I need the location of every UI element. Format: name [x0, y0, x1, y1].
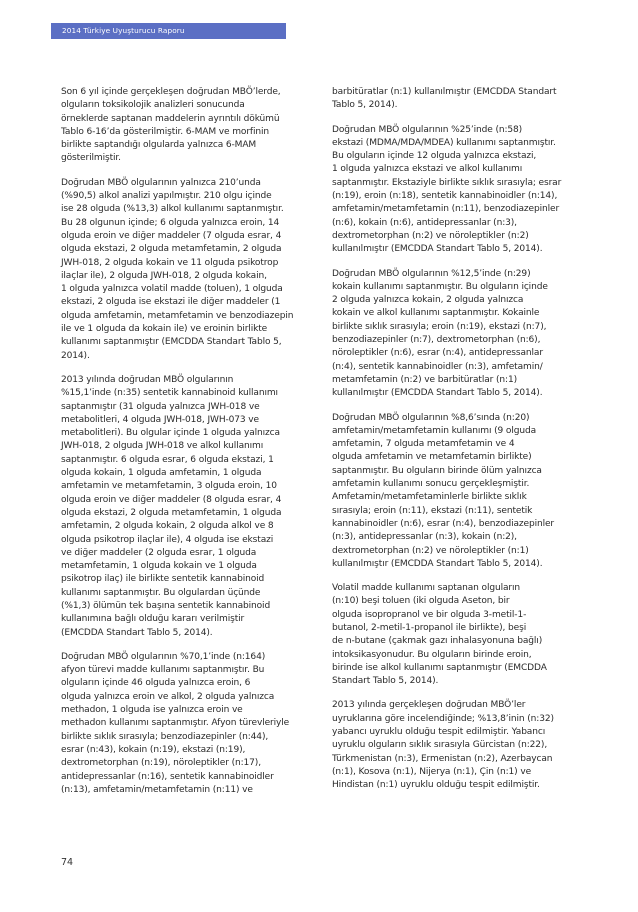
text-line: de n-butane (çakmak gazı inhalasyonuna bağlı): [332, 636, 543, 647]
text-line: sırasıyla; eroin (n:11), ekstazi (n:11), sentetik: [332, 505, 533, 516]
text-line: (n:19), eroin (n:18), sentetik kannabinoidler (n:14),: [332, 191, 558, 202]
text-line: olguda amfetamin, metamfetamin ve benzodiazepin: [61, 310, 294, 321]
text-line: amfetamin, 7 olguda metamfetamin ve 4: [332, 439, 515, 450]
text-line: Standart Tablo 5, 2014).: [332, 676, 439, 687]
text-line: (n:10) beşi toluen (iki olguda Aseton, bir: [332, 596, 510, 607]
text-line: kullanımına bağlı olduğu kararı verilmiştir: [61, 614, 245, 625]
text-line: kullanımı saptanmıştır (EMCDDA Standart Tablo 5,: [61, 337, 282, 348]
right-paragraph: [332, 124, 582, 257]
text-line: kannabinoidler (n:6), esrar (n:4), benzodiazepinler: [332, 518, 555, 529]
text-line: saptanmıştır (31 olguda yalnızca JWH-018 ve: [61, 401, 260, 412]
left-text-column: [61, 86, 311, 808]
text-line: Hindistan (n:1) uyruklu olduğu tespit edilmiştir.: [332, 780, 540, 791]
text-line: (n:3), antidepressanlar (n:3), kokain (n:2),: [332, 532, 517, 543]
text-line: kokain ve alkol kullanımı saptanmıştır. Kokainle: [332, 308, 540, 319]
text-line: Bu 28 olgunun içinde; 6 olguda yalnızca eroin, 14: [61, 217, 280, 228]
text-line: Doğrudan MBÖ olgularının %70,1’inde (n:164): [61, 651, 266, 662]
running-header-bar: [51, 23, 286, 39]
text-line: kullanılmıştır (EMCDDA Standart Tablo 5, 2014).: [332, 244, 543, 255]
text-line: Volatil madde kullanımı saptanan olguların: [332, 583, 521, 594]
text-line: olguların içinde 46 olguda yalnızca eroin, 6: [61, 678, 251, 689]
text-line: saptanmıştır. 6 olguda esrar, 6 olguda ekstazi, 1: [61, 454, 274, 465]
text-line: (n:1), Kosova (n:1), Nijerya (n:1), Çin (n:1) ve: [332, 766, 532, 777]
text-line: (n:6), kokain (n:6), antidepressanlar (n:3),: [332, 217, 517, 228]
text-line: (%1,3) ölümün tek başına sentetik kannabinoid: [61, 600, 271, 611]
text-line: metamfetamin (n:2) ve barbitüratlar (n:1): [332, 374, 518, 385]
text-line: olguda yalnızca eroin ve alkol, 2 olguda yalnızca: [61, 691, 275, 702]
text-line: 2013 yılında gerçekleşen doğrudan MBÖ’ler: [332, 700, 526, 711]
text-line: birlikte saptandığı olgularda yalnızca 6-MAM: [61, 140, 257, 151]
text-line: olguda psikotrop ilaçlar ile), 4 olguda ise ekstazi: [61, 534, 274, 545]
text-line: ilaçlar ile), 2 olguda JWH-018, 2 olguda kokain,: [61, 270, 267, 281]
text-line: uyruklarına göre incelendiğinde; %13,8’inin (n:32): [332, 713, 554, 724]
text-line: ise 28 olguda (%13,3) alkol kullanımı saptanmıştır.: [61, 204, 284, 215]
text-line: metabolitleri). Bu olgular içinde 1 olguda yalnızca: [61, 428, 280, 439]
text-line: %15,1’inde (n:35) sentetik kannabinoid kullanımı: [61, 388, 278, 399]
text-line: methadon kullanımı saptanmıştır. Afyon türevleriyle: [61, 718, 290, 729]
text-line: (%90,5) alkol analizi yapılmıştır. 210 olgu içinde: [61, 191, 272, 202]
running-header-title: 2014 Türkiye Uyuşturucu Raporu: [62, 26, 185, 35]
text-line: olguda ekstazi, 2 olguda metamfetamin, 2 olguda: [61, 244, 282, 255]
text-line: esrar (n:43), kokain (n:19), ekstazi (n:19),: [61, 744, 246, 755]
text-line: örneklerde saptanan maddelerin ayrıntılı dökümü: [61, 113, 280, 124]
text-line: Doğrudan MBÖ olgularının %8,6’sında (n:20): [332, 412, 530, 423]
text-line: olguda isopropranol ve bir olguda 3-metil-1-: [332, 609, 527, 620]
right-text-column: [332, 86, 582, 804]
text-line: (EMCDDA Standart Tablo 5, 2014).: [61, 627, 213, 638]
text-line: Tablo 6-16’da gösterilmiştir. 6-MAM ve morfinin: [61, 126, 269, 137]
text-line: Amfetamin/metamfetaminlerle birlikte sıklık: [332, 492, 527, 503]
text-line: ve diğer maddeler (2 olguda esrar, 1 olguda: [61, 547, 257, 558]
right-paragraph: [332, 582, 582, 688]
text-line: Bu olguların içinde 12 olguda yalnızca ekstazi,: [332, 151, 537, 162]
text-line: JWH-018, 2 olguda kokain ve 11 olguda psikotrop: [61, 257, 279, 268]
text-line: ekstazi (MDMA/MDA/MDEA) kullanımı saptanmıştır.: [332, 137, 556, 148]
text-line: Doğrudan MBÖ olgularının %25’inde (n:58): [332, 124, 523, 135]
left-paragraph: [61, 374, 311, 640]
text-line: amfetamin, 2 olguda kokain, 2 olguda alkol ve 8: [61, 521, 274, 532]
text-line: saptanmıştır. Ekstaziyle birlikte sıklık sırasıyla; esrar: [332, 177, 562, 188]
text-line: birlikte sıklık sırasıyla; benzodiazepinler (n:44),: [61, 731, 269, 742]
text-line: Son 6 yıl içinde gerçekleşen doğrudan MBÖ’lerde,: [61, 87, 281, 97]
text-line: (n:13), amfetamin/metamfetamin (n:11) ve: [61, 784, 253, 795]
text-line: Doğrudan MBÖ olgularının yalnızca 210’unda: [61, 177, 261, 188]
text-line: psikotrop ilaç) ile birlikte sentetik kannabinoid: [61, 574, 265, 585]
text-line: methadon, 1 olguda ise yalnızca eroin ve: [61, 705, 243, 716]
text-line: olguda eroin ve diğer maddeler (8 olguda esrar, 4: [61, 494, 282, 505]
text-line: saptanmıştır. Bu olguların birinde ölüm yalnızca: [332, 465, 542, 476]
text-line: dextrometorphan (n:2) ve nöroleptikler (n:1): [332, 545, 529, 556]
left-paragraph: [61, 651, 311, 797]
text-line: antidepressanlar (n:16), sentetik kannabinoidler: [61, 771, 274, 782]
text-line: kullanılmıştır (EMCDDA Standart Tablo 5, 2014).: [332, 558, 543, 569]
text-line: amfetamin/metamfetamin kullanımı (9 olguda: [332, 425, 537, 436]
text-line: barbitüratlar (n:1) kullanılmıştır (EMCDDA Standart: [332, 87, 557, 97]
text-line: yabancı uyruklu olduğu tespit edilmiştir. Yabancı: [332, 727, 546, 738]
text-line: uyruklu olguların sıklık sırasıyla Gürcistan (n:22),: [332, 740, 548, 751]
text-line: amfetamin kullanımı sonucu gerçekleşmiştir.: [332, 479, 530, 490]
text-line: dextrometorphan (n:2) ve nöroleptikler (n:2): [332, 230, 529, 241]
text-line: olguların toksikolojik analizleri sonucunda: [61, 100, 245, 111]
text-line: 2014).: [61, 350, 90, 361]
text-line: gösterilmiştir.: [61, 153, 121, 164]
text-line: kokain kullanımı saptanmıştır. Bu olguların içinde: [332, 281, 548, 292]
text-line: afyon türevi madde kullanımı saptanmıştır. Bu: [61, 665, 265, 676]
text-line: olguda eroin ve diğer maddeler (7 olguda esrar, 4: [61, 230, 282, 241]
page-number: 74: [61, 857, 74, 868]
text-line: Tablo 5, 2014).: [332, 100, 398, 111]
text-line: metabolitleri, 4 olguda JWH-018, JWH-073 ve: [61, 414, 259, 425]
left-paragraph: [61, 86, 311, 166]
text-line: 2013 yılında doğrudan MBÖ olgularının: [61, 374, 234, 385]
text-line: birinde ise alkol kullanımı saptanmıştır (EMCDDA: [332, 662, 547, 673]
text-line: amfetamin/metamfetamin (n:11), benzodiazepinler: [332, 204, 560, 215]
text-line: ile ve 1 olguda da kokain ile) ve eroinin birlikte: [61, 324, 268, 335]
text-line: JWH-018, 2 olguda JWH-018 ve alkol kullanımı: [61, 441, 264, 452]
text-line: olguda ekstazi, 2 olguda metamfetamin, 1 olguda: [61, 507, 282, 518]
text-line: nöroleptikler (n:6), esrar (n:4), antidepressanlar: [332, 348, 543, 359]
text-line: 1 olguda yalnızca ekstazi ve alkol kullanımı: [332, 164, 523, 175]
text-line: (n:4), sentetik kannabinoidler (n:3), amfetamin/: [332, 361, 543, 372]
text-line: amfetamin ve metamfetamin, 3 olguda eroin, 10: [61, 481, 277, 492]
text-line: metamfetamin, 1 olguda kokain ve 1 olguda: [61, 561, 257, 572]
text-line: dextrometorphan (n:19), nöroleptikler (n:17),: [61, 758, 261, 769]
left-paragraph: [61, 177, 311, 363]
text-line: Türkmenistan (n:3), Ermenistan (n:2), Azerbaycan: [332, 753, 553, 764]
text-line: intoksikasyonudur. Bu olguların birinde eroin,: [332, 649, 532, 660]
text-line: birlikte sıklık sırasıyla; eroin (n:19), ekstazi (n:7),: [332, 321, 547, 332]
text-line: 1 olguda yalnızca volatil madde (toluen), 1 olguda: [61, 284, 283, 295]
text-line: kullanımı saptanmıştır. Bu olgulardan üçünde: [61, 587, 261, 598]
right-paragraph: [332, 699, 582, 792]
text-line: olguda amfetamin ve metamfetamin birlikte): [332, 452, 532, 463]
text-line: kullanılmıştır (EMCDDA Standart Tablo 5, 2014).: [332, 388, 543, 399]
right-paragraph: [332, 412, 582, 572]
right-paragraph: [332, 86, 582, 113]
text-line: benzodiazepinler (n:7), dextrometorphan (n:6),: [332, 335, 541, 346]
text-line: 2 olguda yalnızca kokain, 2 olguda yalnızca: [332, 295, 524, 306]
text-line: butanol, 2-metil-1-propanol ile birlikte), beşi: [332, 622, 527, 633]
text-line: ekstazi, 2 olguda ise ekstazi ile diğer maddeler (1: [61, 297, 281, 308]
text-line: Doğrudan MBÖ olgularının %12,5’inde (n:29): [332, 268, 531, 279]
text-line: olguda kokain, 1 olguda amfetamin, 1 olguda: [61, 468, 262, 479]
right-paragraph: [332, 268, 582, 401]
